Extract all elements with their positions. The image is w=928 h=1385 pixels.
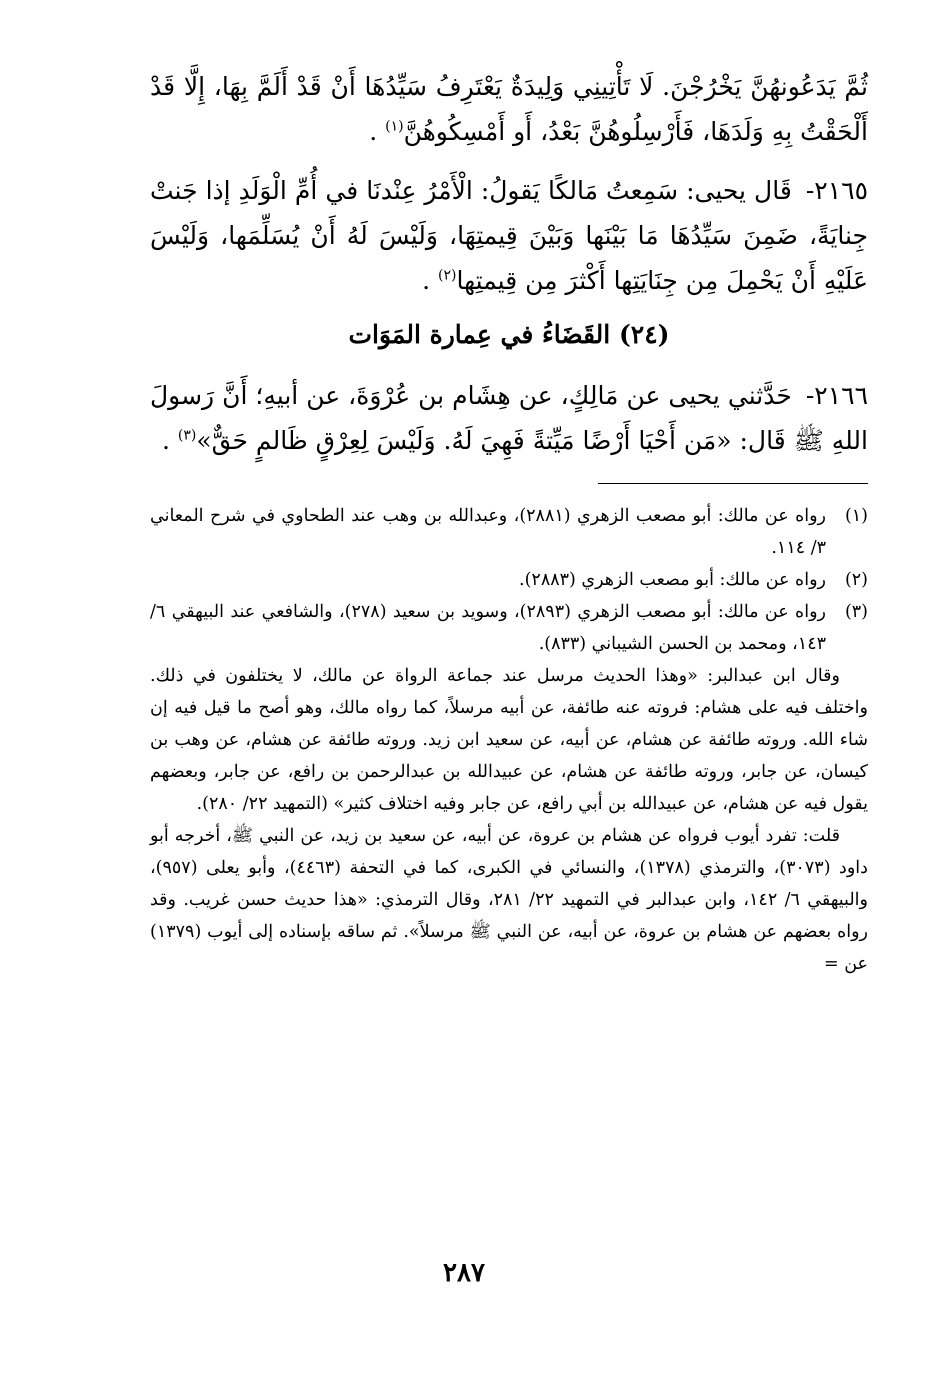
- main-paragraph-2165: [150, 168, 868, 303]
- paragraph-end: .: [369, 117, 386, 146]
- footnote-divider: [598, 483, 868, 484]
- footnote-text: رواه عن مالك: أبو مصعب الزهري (٢٨٨١)، وعبدالله بن وهب عند الطحاوي في شرح المعاني ٣/ ١١٤.: [150, 506, 827, 558]
- hadith-number: ٢١٦٥-: [805, 176, 868, 205]
- footnotes: [150, 500, 868, 980]
- footnote-1: [150, 500, 868, 564]
- paragraph-end: .: [422, 266, 439, 295]
- footnote-number: (٣): [844, 602, 868, 622]
- section-heading: (٢٤) القَضَاءُ في عِمارة المَوَات: [348, 320, 670, 349]
- hadith-number: ٢١٦٦-: [805, 381, 868, 410]
- footnote-ref-2: (٢): [438, 267, 457, 284]
- paragraph-text: حَدَّثني يحيى عن مَالِكٍ، عن هِشَام بن عُرْوَةَ، عن أبيهِ؛ أَنَّ رَسولَ اللهِ ﷺ قَال: «مَن أَحْيَا أَرْضًا مَيِّتةً فَهِيَ لَهُ. وَلَيْسَ لِعِرْقٍ ظَالمٍ حَقٌّ»: [150, 381, 868, 455]
- page-number: ٢٨٧: [443, 1258, 485, 1288]
- footnote-3: [150, 596, 868, 660]
- footnote-text: رواه عن مالك: أبو مصعب الزهري (٢٨٨٣).: [519, 570, 826, 590]
- paragraph-text: قَال يحيى: سَمِعتُ مَالكًا يَقولُ: الْأَمْرُ عِنْدنَا في أُمِّ الْوَلَدِ إذا جَنتْ جِنايَةً، ضَمِنَ سَيِّدُهَا مَا بَيْنَها وَبَيْنَ قِيمتِهَا، وَلَيْسَ لَهُ أَنْ يُسَلِّمَها، وَلَيْسَ عَلَيْهِ أَنْ يَحْمِلَ مِن جِنَايَتِها أَكْثرَ مِن قِيمتِها: [150, 176, 868, 295]
- footnote-ref-1: (١): [385, 118, 404, 135]
- footnote-text: رواه عن مالك: أبو مصعب الزهري (٢٨٩٣)، وسويد بن سعيد (٢٧٨)، والشافعي عند البيهقي ٦/ ١٤٣، ومحمد بن الحسن الشيباني (٨٣٣).: [150, 602, 826, 654]
- footnote-3-continuation-1: وقال ابن عبدالبر: «وهذا الحديث مرسل عند جماعة الرواة عن مالك، لا يختلفون في ذلك. واختلف فيه على هشام: فروته عنه طائفة، عن أبيه مرسلاً، كما رواه مالك، وهو أصح ما قيل فيه إن شاء الله. وروته طائفة عن هشام، عن أبيه، عن سعيد ابن زيد. وروته طائفة عن هشام، عن وهب بن كيسان، عن جابر، وروته طائفة عن هشام، عن عبيدالله بن عبدالرحمن بن رافع، عن جابر، وبعضهم يقول فيه عن هشام، عن عبيدالله بن أبي رافع، عن جابر وفيه اختلاف كثير» (التمهيد ٢٢/ ٢٨٠).: [150, 666, 868, 814]
- footnote-2: [150, 564, 868, 596]
- paragraph-text: ثُمَّ يَدَعُونهُنَّ يَخْرُجْنَ. لَا تَأْتِينِي وَلِيدَةٌ يَعْتَرِفُ سَيِّدُهَا أَنْ قَدْ أَلَمَّ بِهَا، إِلَّا قَدْ أَلْحَقْتُ بِهِ وَلَدَهَا، فَأَرْسِلُوهُنَّ بَعْدُ، أَو أَمْسِكُوهُنَّ: [150, 72, 868, 146]
- footnote-3-continuation-2: قلت: تفرد أيوب فرواه عن هشام بن عروة، عن أبيه، عن سعيد بن زيد، عن النبي ﷺ، أخرجه أبو داود (٣٠٧٣)، والترمذي (١٣٧٨)، والنسائي في الكبرى، كما في التحفة (٤٤٦٣)، وأبو يعلى (٩٥٧)، والبيهقي ٦/ ١٤٢، وابن عبدالبر في التمهيد ٢٢/ ٢٨١، وقال الترمذي: «هذا حديث حسن غريب. وقد رواه بعضهم عن هشام بن عروة، عن أبيه، عن النبي ﷺ مرسلاً». ثم ساقه بإسناده إلى أيوب (١٣٧٩) عن =: [150, 826, 868, 974]
- footnote-number: (١): [844, 506, 868, 526]
- main-paragraph-2166: [150, 373, 868, 463]
- main-paragraph-1: [150, 64, 868, 154]
- footnote-ref-3: (٣): [177, 427, 197, 444]
- footnote-number: (٢): [844, 570, 868, 590]
- paragraph-end: .: [162, 426, 178, 455]
- page-content: [150, 64, 868, 980]
